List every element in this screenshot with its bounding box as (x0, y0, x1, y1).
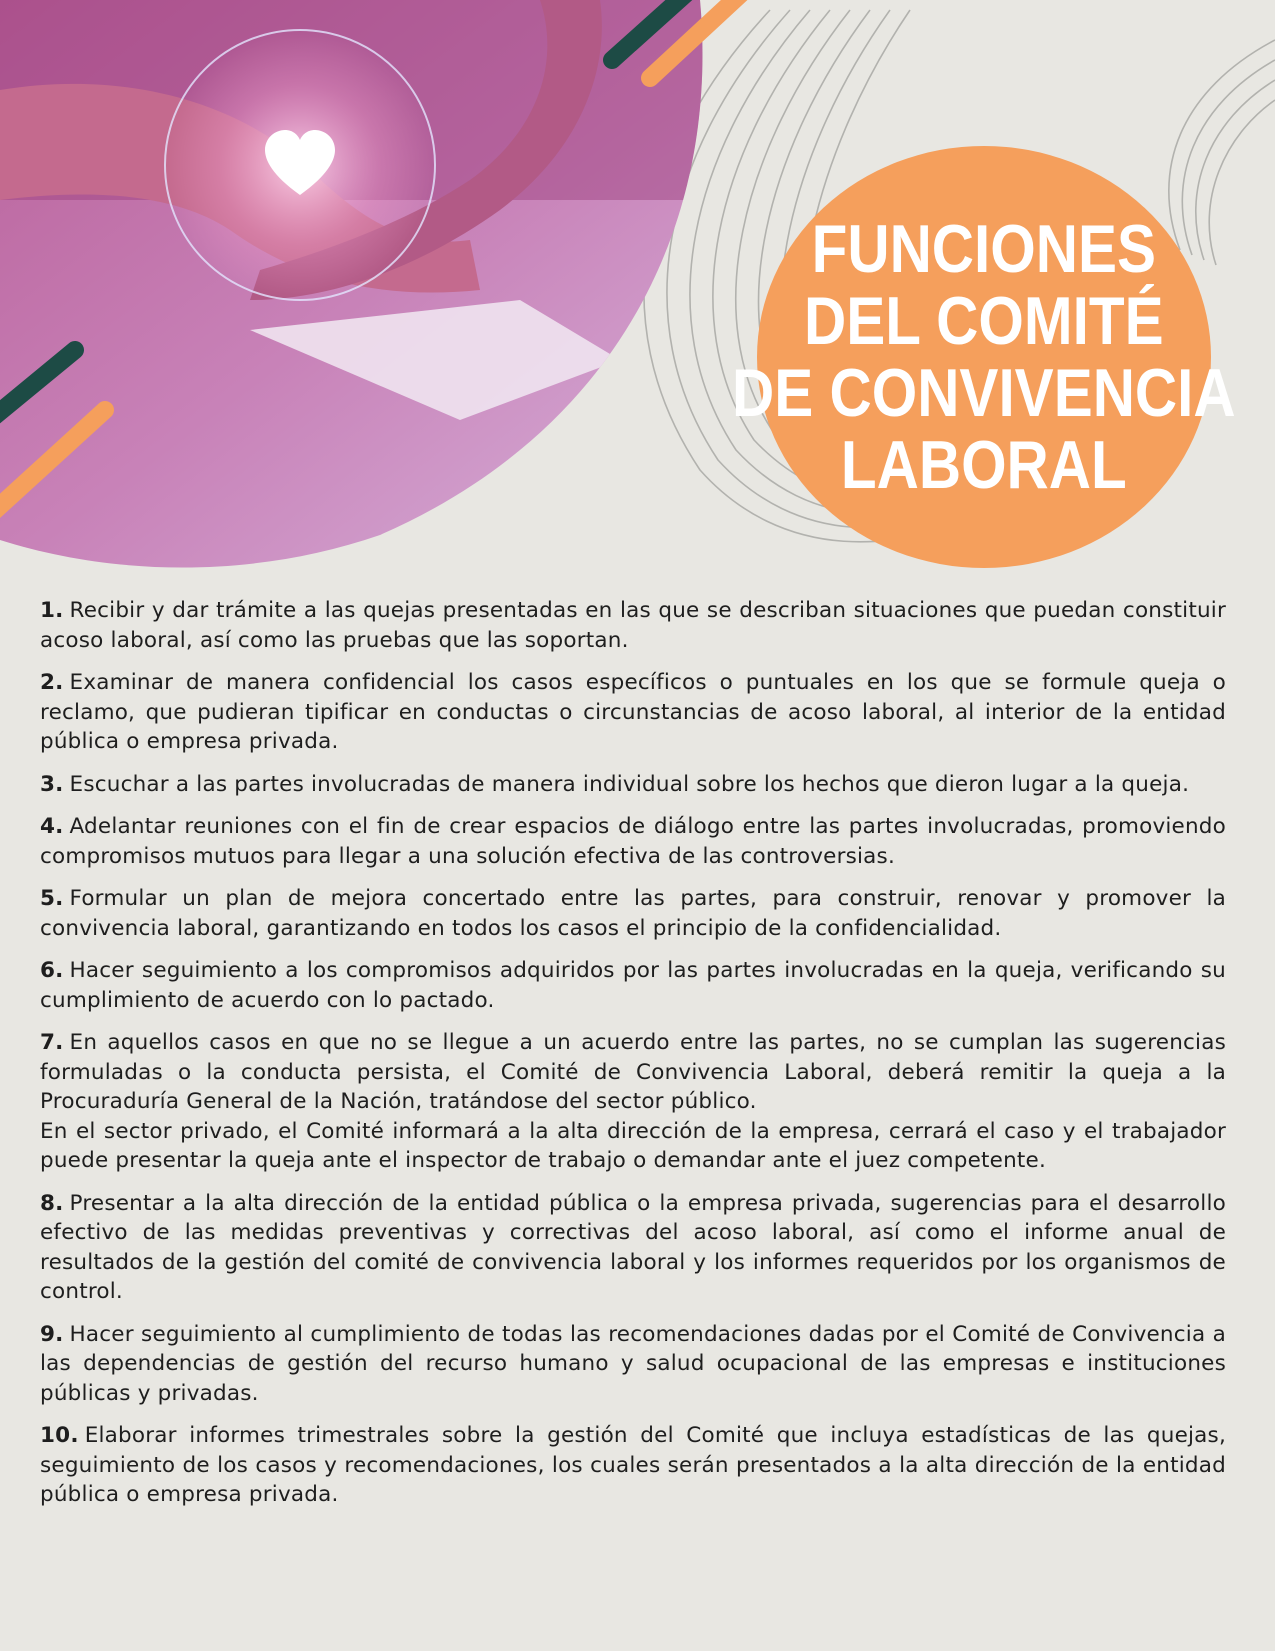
item-text-continued: En el sector privado, el Comité informará a la alta dirección de la empresa, cerrará el caso y el trabajador puede presentar la queja ante el inspector de trabajo o demandar ante el juez competente. (40, 1118, 1226, 1173)
list-item (40, 1320, 1226, 1409)
list-item (40, 1028, 1226, 1176)
item-number: 1. (40, 598, 64, 623)
item-text: Elaborar informes trimestrales sobre la gestión del Comité que incluya estadísticas de las quejas, seguimiento de los casos y recomendaciones, los cuales serán presentados a la alta dirección de la entidad pública o empresa privada. (40, 1423, 1226, 1507)
list-item (40, 1421, 1226, 1510)
list-item (40, 812, 1226, 871)
item-number: 5. (40, 886, 64, 911)
page-title (732, 213, 1236, 501)
list-item (40, 884, 1226, 943)
item-text: En aquellos casos en que no se llegue a un acuerdo entre las partes, no se cumplan las sugerencias formuladas o la conducta persista, el Comité de Convivencia Laboral, deberá remitir la queja a la Procuraduría General de la Nación, tratándose del sector público. (40, 1030, 1226, 1114)
item-text: Escuchar a las partes involucradas de manera individual sobre los hechos que dieron lugar a la queja. (69, 771, 1190, 797)
title-line: DEL COMITÉ (804, 283, 1164, 359)
item-text: Recibir y dar trámite a las quejas presentadas en las que se describan situaciones que puedan constituir acoso laboral, así como las pruebas que las soportan. (40, 598, 1226, 653)
item-number: 8. (40, 1190, 64, 1216)
item-number: 3. (40, 771, 64, 797)
item-number: 4. (40, 814, 64, 839)
item-text: Examinar de manera confidencial los casos específicos o puntuales en los que se formule queja o reclamo, que pudieran tipificar en conductas o circunstancias de acoso laboral, al interior de la entidad pública o empresa privada. (40, 670, 1226, 754)
title-line: FUNCIONES (811, 211, 1157, 287)
item-text: Formular un plan de mejora concertado entre las partes, para construir, renovar y promover la convivencia laboral, garantizando en todos los casos el principio de la confidencialidad. (40, 886, 1226, 941)
item-number: 6. (40, 958, 64, 983)
title-block (732, 146, 1236, 568)
functions-list (40, 596, 1226, 1523)
list-item (40, 668, 1226, 757)
item-number: 9. (40, 1321, 64, 1347)
item-number: 2. (40, 670, 64, 695)
item-number: 10. (40, 1423, 79, 1448)
title-line: LABORAL (841, 427, 1127, 503)
item-text: Adelantar reuniones con el fin de crear espacios de diálogo entre las partes involucradas, promoviendo compromisos mutuos para llegar a una solución efectiva de las controversias. (40, 814, 1226, 869)
item-number: 7. (40, 1030, 64, 1055)
item-text: Hacer seguimiento al cumplimiento de todas las recomendaciones dadas por el Comité de Convivencia a las dependencias de gestión del recurso humano y salud ocupacional de las empresas e instituciones públicas y privadas. (40, 1321, 1226, 1406)
list-item (40, 770, 1226, 800)
item-text: Presentar a la alta dirección de la entidad pública o la empresa privada, sugerencias para el desarrollo efectivo de las medidas preventivas y correctivas del acoso laboral, así como el informe anual de resultados de la gestión del comité de convivencia laboral y los informes requeridos por los organismos de control. (40, 1190, 1226, 1304)
title-line: DE CONVIVENCIA (732, 355, 1236, 431)
list-item (40, 956, 1226, 1015)
list-item (40, 596, 1226, 655)
list-item (40, 1189, 1226, 1307)
item-text: Hacer seguimiento a los compromisos adquiridos por las partes involucradas en la queja, verificando su cumplimiento de acuerdo con lo pactado. (40, 958, 1226, 1013)
